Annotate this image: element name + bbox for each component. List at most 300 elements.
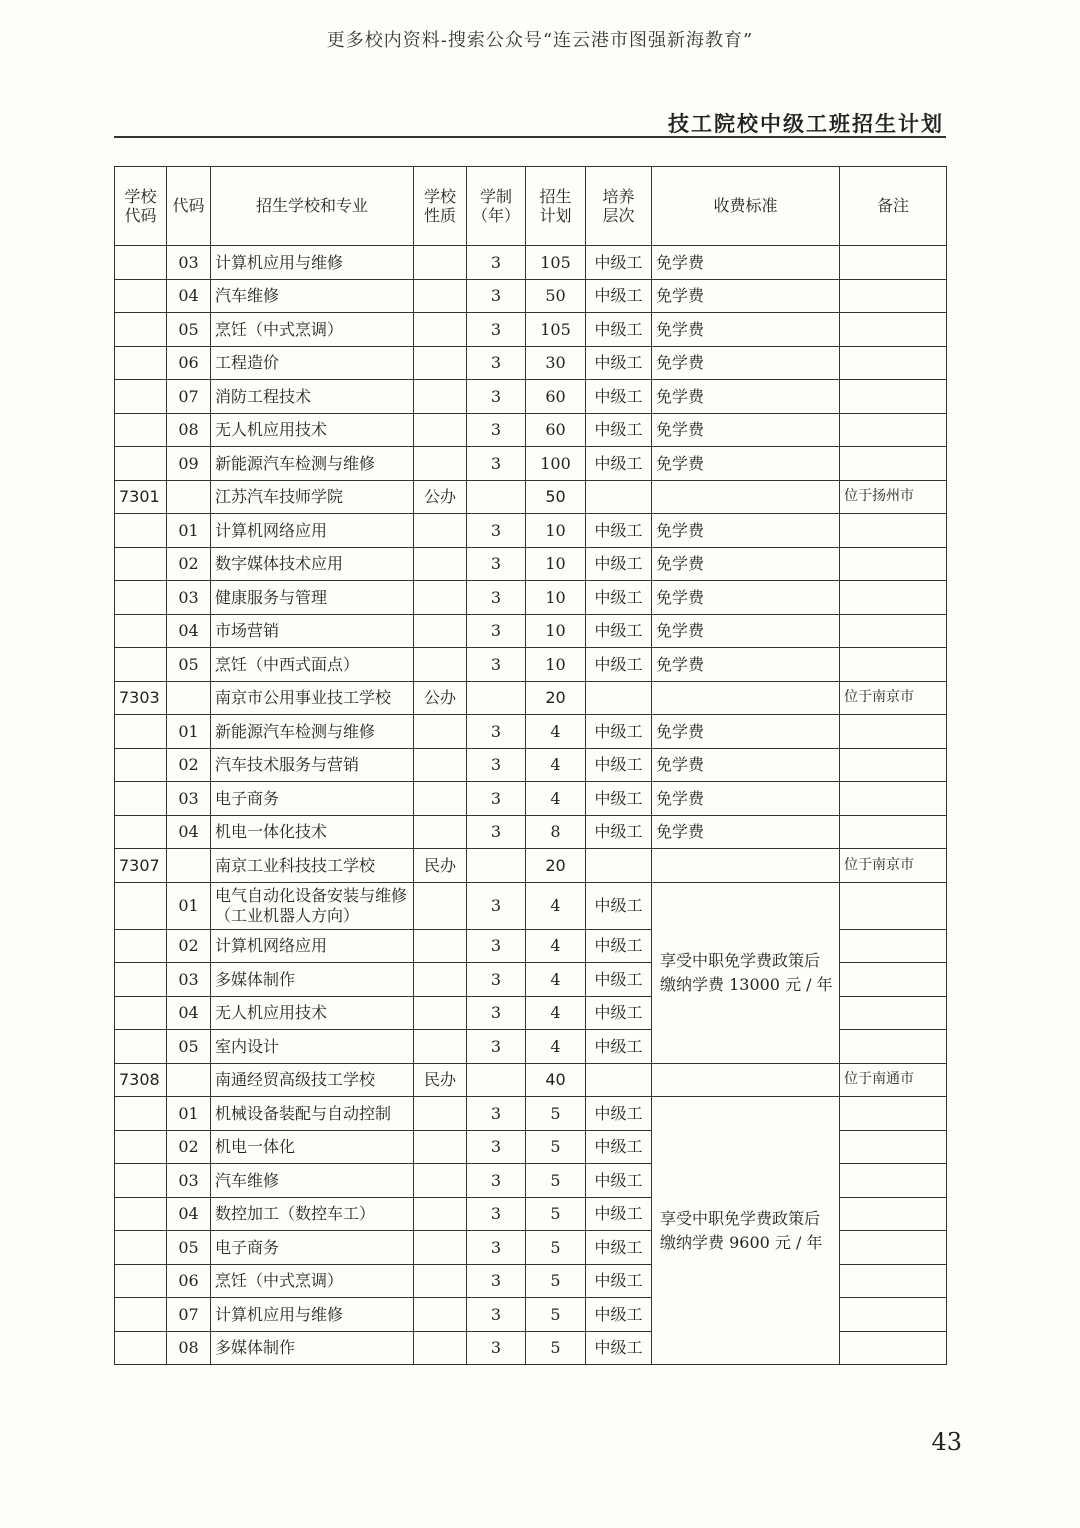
major-level: 中级工 <box>586 1298 652 1332</box>
major-code: 08 <box>167 413 211 447</box>
major-code: 07 <box>167 380 211 414</box>
fee <box>652 480 840 514</box>
major-plan: 5 <box>526 1097 586 1131</box>
major-name: 机电一体化 <box>211 1130 414 1164</box>
table-row <box>115 815 947 849</box>
major-fee: 免学费 <box>652 748 840 782</box>
nature <box>414 648 467 682</box>
note <box>840 1231 947 1265</box>
major-level: 中级工 <box>586 614 652 648</box>
major-level: 中级工 <box>586 996 652 1030</box>
major-years: 3 <box>467 748 526 782</box>
major-code: 03 <box>167 581 211 615</box>
major-plan: 50 <box>526 279 586 313</box>
major-years: 3 <box>467 246 526 280</box>
code <box>167 681 211 715</box>
nature <box>414 1331 467 1365</box>
school-name: 南京市公用事业技工学校 <box>211 681 414 715</box>
major-code: 06 <box>167 346 211 380</box>
major-name: 电气自动化设备安装与维修（工业机器人方向） <box>211 882 414 929</box>
major-code: 05 <box>167 313 211 347</box>
table-row <box>115 882 947 929</box>
note <box>840 1197 947 1231</box>
school-code: 7307 <box>115 849 167 883</box>
major-years: 3 <box>467 313 526 347</box>
major-name: 健康服务与管理 <box>211 581 414 615</box>
major-fee: 免学费 <box>652 782 840 816</box>
school-code <box>115 1030 167 1064</box>
table-row <box>115 581 947 615</box>
major-years: 3 <box>467 1298 526 1332</box>
school-name: 南京工业科技技工学校 <box>211 849 414 883</box>
nature <box>414 547 467 581</box>
nature <box>414 246 467 280</box>
level <box>586 849 652 883</box>
major-fee: 免学费 <box>652 447 840 481</box>
major-years: 3 <box>467 1197 526 1231</box>
fee-merged: 享受中职免学费政策后缴纳学费 9600 元 / 年 <box>652 1097 840 1365</box>
major-plan: 5 <box>526 1298 586 1332</box>
nature <box>414 581 467 615</box>
major-name: 工程造价 <box>211 346 414 380</box>
header-level: 培养 层次 <box>586 167 652 246</box>
major-fee: 免学费 <box>652 815 840 849</box>
nature <box>414 1197 467 1231</box>
school-row <box>115 681 947 715</box>
school-code <box>115 815 167 849</box>
table-row <box>115 413 947 447</box>
major-level: 中级工 <box>586 1331 652 1365</box>
table-row <box>115 715 947 749</box>
note <box>840 1331 947 1365</box>
school-name: 南通经贸高级技工学校 <box>211 1063 414 1097</box>
major-name: 新能源汽车检测与维修 <box>211 715 414 749</box>
major-name: 汽车技术服务与营销 <box>211 748 414 782</box>
major-fee: 免学费 <box>652 581 840 615</box>
school-code <box>115 346 167 380</box>
nature <box>414 380 467 414</box>
major-level: 中级工 <box>586 547 652 581</box>
level <box>586 1063 652 1097</box>
school-code: 7303 <box>115 681 167 715</box>
major-plan: 5 <box>526 1264 586 1298</box>
years <box>467 1063 526 1097</box>
major-level: 中级工 <box>586 514 652 548</box>
nature <box>414 882 467 929</box>
major-years: 3 <box>467 996 526 1030</box>
major-plan: 100 <box>526 447 586 481</box>
school-row <box>115 480 947 514</box>
major-level: 中级工 <box>586 648 652 682</box>
years <box>467 681 526 715</box>
school-code <box>115 963 167 997</box>
major-plan: 8 <box>526 815 586 849</box>
school-code: 7308 <box>115 1063 167 1097</box>
major-name: 烹饪（中西式面点） <box>211 648 414 682</box>
school-code <box>115 413 167 447</box>
major-fee: 免学费 <box>652 346 840 380</box>
major-code: 04 <box>167 996 211 1030</box>
major-name: 计算机应用与维修 <box>211 246 414 280</box>
note <box>840 815 947 849</box>
major-plan: 10 <box>526 581 586 615</box>
table-row <box>115 547 947 581</box>
major-code: 03 <box>167 246 211 280</box>
major-plan: 105 <box>526 246 586 280</box>
major-code: 09 <box>167 447 211 481</box>
major-plan: 10 <box>526 547 586 581</box>
note <box>840 882 947 929</box>
note <box>840 614 947 648</box>
table-row <box>115 1097 947 1131</box>
school-code <box>115 1331 167 1365</box>
nature <box>414 963 467 997</box>
school-row <box>115 849 947 883</box>
table-body <box>115 246 947 1365</box>
major-years: 3 <box>467 413 526 447</box>
major-code: 04 <box>167 815 211 849</box>
table-row <box>115 346 947 380</box>
major-fee: 免学费 <box>652 246 840 280</box>
note <box>840 996 947 1030</box>
table-row <box>115 648 947 682</box>
major-name: 计算机网络应用 <box>211 929 414 963</box>
major-years: 3 <box>467 648 526 682</box>
major-years: 3 <box>467 346 526 380</box>
major-name: 机械设备装配与自动控制 <box>211 1097 414 1131</box>
major-level: 中级工 <box>586 1231 652 1265</box>
nature <box>414 1231 467 1265</box>
major-level: 中级工 <box>586 815 652 849</box>
nature <box>414 1164 467 1198</box>
major-name: 室内设计 <box>211 1030 414 1064</box>
note <box>840 1298 947 1332</box>
running-head: 技工院校中级工班招生计划 <box>668 111 944 136</box>
major-code: 03 <box>167 963 211 997</box>
school-nature: 公办 <box>414 480 467 514</box>
header-fee: 收费标准 <box>652 167 840 246</box>
header-school-code: 学校 代码 <box>115 167 167 246</box>
school-code <box>115 748 167 782</box>
major-plan: 4 <box>526 963 586 997</box>
school-code <box>115 1231 167 1265</box>
major-fee: 免学费 <box>652 313 840 347</box>
school-code <box>115 648 167 682</box>
major-plan: 5 <box>526 1331 586 1365</box>
major-fee: 免学费 <box>652 715 840 749</box>
table-row <box>115 782 947 816</box>
nature <box>414 1097 467 1131</box>
nature <box>414 279 467 313</box>
major-plan: 4 <box>526 996 586 1030</box>
major-level: 中级工 <box>586 1030 652 1064</box>
table-row <box>115 279 947 313</box>
major-code: 02 <box>167 1130 211 1164</box>
major-level: 中级工 <box>586 581 652 615</box>
major-level: 中级工 <box>586 1264 652 1298</box>
major-years: 3 <box>467 1130 526 1164</box>
nature <box>414 815 467 849</box>
school-code <box>115 1298 167 1332</box>
major-level: 中级工 <box>586 929 652 963</box>
major-level: 中级工 <box>586 1197 652 1231</box>
major-code: 03 <box>167 1164 211 1198</box>
note <box>840 380 947 414</box>
school-code: 7301 <box>115 480 167 514</box>
major-years: 3 <box>467 963 526 997</box>
major-years: 3 <box>467 1331 526 1365</box>
school-note: 位于南京市 <box>840 681 947 715</box>
code <box>167 1063 211 1097</box>
major-name: 新能源汽车检测与维修 <box>211 447 414 481</box>
major-level: 中级工 <box>586 748 652 782</box>
major-code: 05 <box>167 1030 211 1064</box>
major-plan: 4 <box>526 782 586 816</box>
school-nature: 公办 <box>414 681 467 715</box>
major-plan: 4 <box>526 929 586 963</box>
major-fee: 免学费 <box>652 547 840 581</box>
level <box>586 681 652 715</box>
major-name: 汽车维修 <box>211 279 414 313</box>
note <box>840 547 947 581</box>
major-plan: 10 <box>526 614 586 648</box>
years <box>467 480 526 514</box>
major-code: 04 <box>167 1197 211 1231</box>
major-plan: 4 <box>526 715 586 749</box>
header-rule <box>114 136 946 138</box>
major-years: 3 <box>467 279 526 313</box>
major-name: 数控加工（数控车工） <box>211 1197 414 1231</box>
school-code <box>115 246 167 280</box>
major-years: 3 <box>467 547 526 581</box>
note <box>840 514 947 548</box>
major-code: 02 <box>167 547 211 581</box>
school-plan: 50 <box>526 480 586 514</box>
school-note: 位于南京市 <box>840 849 947 883</box>
note <box>840 782 947 816</box>
major-code: 06 <box>167 1264 211 1298</box>
major-years: 3 <box>467 1231 526 1265</box>
page-number: 43 <box>931 1428 962 1456</box>
table-row <box>115 447 947 481</box>
major-level: 中级工 <box>586 715 652 749</box>
nature <box>414 929 467 963</box>
major-plan: 105 <box>526 313 586 347</box>
note <box>840 748 947 782</box>
major-name: 无人机应用技术 <box>211 996 414 1030</box>
major-years: 3 <box>467 581 526 615</box>
major-years: 3 <box>467 882 526 929</box>
major-code: 03 <box>167 782 211 816</box>
major-plan: 10 <box>526 648 586 682</box>
note <box>840 313 947 347</box>
major-level: 中级工 <box>586 1130 652 1164</box>
years <box>467 849 526 883</box>
major-years: 3 <box>467 929 526 963</box>
nature <box>414 1264 467 1298</box>
nature <box>414 447 467 481</box>
header-years: 学制 （年） <box>467 167 526 246</box>
table-row <box>115 614 947 648</box>
school-code <box>115 882 167 929</box>
fee <box>652 1063 840 1097</box>
nature <box>414 413 467 447</box>
nature <box>414 346 467 380</box>
code <box>167 849 211 883</box>
school-code <box>115 1130 167 1164</box>
table-row <box>115 313 947 347</box>
major-level: 中级工 <box>586 782 652 816</box>
major-level: 中级工 <box>586 279 652 313</box>
major-code: 07 <box>167 1298 211 1332</box>
major-code: 01 <box>167 882 211 929</box>
nature <box>414 1298 467 1332</box>
major-years: 3 <box>467 1264 526 1298</box>
major-name: 烹饪（中式烹调） <box>211 1264 414 1298</box>
school-code <box>115 581 167 615</box>
note <box>840 581 947 615</box>
fee <box>652 849 840 883</box>
major-plan: 4 <box>526 748 586 782</box>
major-level: 中级工 <box>586 413 652 447</box>
school-plan: 40 <box>526 1063 586 1097</box>
header-row <box>115 167 947 246</box>
school-code <box>115 614 167 648</box>
note <box>840 1030 947 1064</box>
note <box>840 1264 947 1298</box>
school-note: 位于南通市 <box>840 1063 947 1097</box>
school-code <box>115 1097 167 1131</box>
school-code <box>115 514 167 548</box>
major-plan: 5 <box>526 1164 586 1198</box>
major-level: 中级工 <box>586 1164 652 1198</box>
major-name: 市场营销 <box>211 614 414 648</box>
major-years: 3 <box>467 380 526 414</box>
major-years: 3 <box>467 447 526 481</box>
school-plan: 20 <box>526 849 586 883</box>
major-plan: 60 <box>526 413 586 447</box>
major-plan: 10 <box>526 514 586 548</box>
major-plan: 5 <box>526 1231 586 1265</box>
school-code <box>115 447 167 481</box>
header-code: 代码 <box>167 167 211 246</box>
major-plan: 4 <box>526 882 586 929</box>
note <box>840 447 947 481</box>
school-code <box>115 1264 167 1298</box>
major-fee: 免学费 <box>652 614 840 648</box>
major-code: 04 <box>167 279 211 313</box>
school-nature: 民办 <box>414 849 467 883</box>
major-fee: 免学费 <box>652 413 840 447</box>
nature <box>414 996 467 1030</box>
major-years: 3 <box>467 815 526 849</box>
school-code <box>115 380 167 414</box>
school-row <box>115 1063 947 1097</box>
nature <box>414 514 467 548</box>
enrollment-table <box>114 166 947 1365</box>
fee <box>652 681 840 715</box>
school-name: 江苏汽车技师学院 <box>211 480 414 514</box>
note <box>840 963 947 997</box>
major-name: 数字媒体技术应用 <box>211 547 414 581</box>
note <box>840 715 947 749</box>
major-code: 01 <box>167 514 211 548</box>
school-code <box>115 547 167 581</box>
note <box>840 648 947 682</box>
nature <box>414 715 467 749</box>
school-code <box>115 996 167 1030</box>
major-level: 中级工 <box>586 380 652 414</box>
major-years: 3 <box>467 1097 526 1131</box>
major-code: 02 <box>167 929 211 963</box>
note <box>840 413 947 447</box>
table-row <box>115 514 947 548</box>
table-row <box>115 380 947 414</box>
major-code: 05 <box>167 648 211 682</box>
major-level: 中级工 <box>586 346 652 380</box>
note <box>840 279 947 313</box>
major-level: 中级工 <box>586 1097 652 1131</box>
nature <box>414 1130 467 1164</box>
note <box>840 1164 947 1198</box>
school-nature: 民办 <box>414 1063 467 1097</box>
note <box>840 1130 947 1164</box>
major-name: 机电一体化技术 <box>211 815 414 849</box>
major-name: 计算机应用与维修 <box>211 1298 414 1332</box>
major-level: 中级工 <box>586 447 652 481</box>
major-plan: 30 <box>526 346 586 380</box>
major-years: 3 <box>467 1030 526 1064</box>
school-code <box>115 929 167 963</box>
school-code <box>115 313 167 347</box>
school-code <box>115 715 167 749</box>
major-fee: 免学费 <box>652 279 840 313</box>
nature <box>414 748 467 782</box>
school-note: 位于扬州市 <box>840 480 947 514</box>
major-fee: 免学费 <box>652 514 840 548</box>
major-years: 3 <box>467 514 526 548</box>
nature <box>414 313 467 347</box>
major-fee: 免学费 <box>652 648 840 682</box>
table-row <box>115 246 947 280</box>
level <box>586 480 652 514</box>
major-level: 中级工 <box>586 313 652 347</box>
major-level: 中级工 <box>586 246 652 280</box>
major-name: 消防工程技术 <box>211 380 414 414</box>
header-name: 招生学校和专业 <box>211 167 414 246</box>
major-name: 多媒体制作 <box>211 1331 414 1365</box>
major-fee: 免学费 <box>652 380 840 414</box>
major-name: 计算机网络应用 <box>211 514 414 548</box>
school-code <box>115 1164 167 1198</box>
major-name: 电子商务 <box>211 1231 414 1265</box>
major-plan: 5 <box>526 1130 586 1164</box>
top-note: 更多校内资料-搜索公众号“连云港市图强新海教育” <box>326 30 754 51</box>
major-name: 电子商务 <box>211 782 414 816</box>
major-plan: 4 <box>526 1030 586 1064</box>
major-years: 3 <box>467 1164 526 1198</box>
note <box>840 929 947 963</box>
header-note: 备注 <box>840 167 947 246</box>
header-nature: 学校 性质 <box>414 167 467 246</box>
major-years: 3 <box>467 715 526 749</box>
note <box>840 346 947 380</box>
major-years: 3 <box>467 782 526 816</box>
major-name: 汽车维修 <box>211 1164 414 1198</box>
note <box>840 246 947 280</box>
table-row <box>115 748 947 782</box>
school-code <box>115 279 167 313</box>
